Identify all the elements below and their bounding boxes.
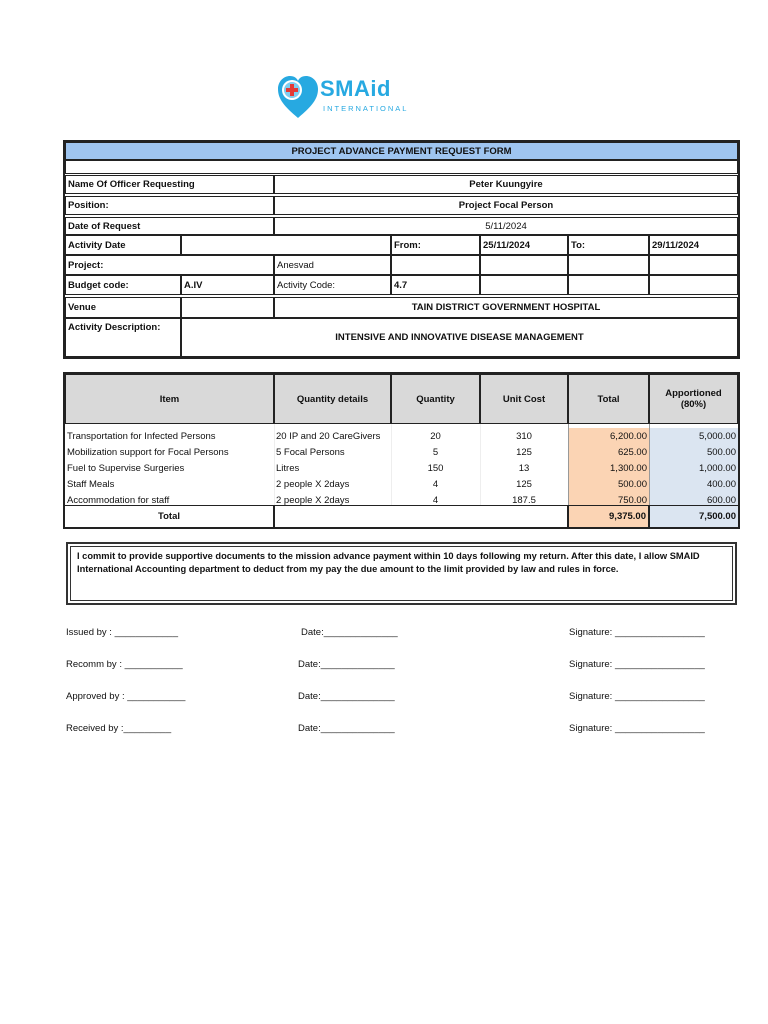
budget-value[interactable]: A.IV [181, 275, 274, 295]
project-value[interactable]: Anesvad [274, 255, 391, 275]
row-apportioned: 1,000.00 [649, 460, 738, 476]
issued-date-field[interactable]: Date:______________ [301, 627, 398, 638]
row-qty: 20 [430, 430, 441, 442]
date-request-label: Date of Request [65, 217, 274, 235]
row-unit-cost: 125 [516, 446, 532, 458]
position-label: Position: [65, 196, 274, 215]
row-total: 1,300.00 [568, 460, 649, 476]
recomm-date-field[interactable]: Date:______________ [298, 659, 395, 670]
form-title: PROJECT ADVANCE PAYMENT REQUEST FORM [65, 142, 738, 160]
activity-date-value[interactable] [181, 235, 391, 255]
row-qty: 150 [427, 462, 444, 474]
received-signature-field[interactable]: Signature: _________________ [569, 723, 705, 734]
row-details: 5 Focal Persons [276, 446, 345, 458]
date-request-value[interactable]: 5/11/2024 [274, 217, 738, 235]
row-details: 20 IP and 20 CareGivers [276, 430, 381, 442]
blank-cell [391, 255, 480, 275]
blank-cell [568, 255, 649, 275]
row-unit-cost: 187.5 [512, 494, 536, 506]
column-separator [274, 424, 275, 505]
to-label: To: [568, 235, 649, 255]
budget-label: Budget code: [65, 275, 181, 295]
recomm-by-field[interactable]: Recomm by : ___________ [66, 659, 183, 670]
to-value[interactable]: 29/11/2024 [649, 235, 738, 255]
activity-code-value[interactable]: 4.7 [391, 275, 480, 295]
officer-value[interactable]: Peter Kuungyire [274, 175, 738, 194]
row-total: 750.00 [568, 492, 649, 508]
column-separator [649, 424, 650, 505]
blank-cell [480, 255, 568, 275]
from-label: From: [391, 235, 480, 255]
activity-desc-label: Activity Description: [65, 318, 181, 357]
header-unit-cost: Unit Cost [480, 374, 568, 424]
venue-label: Venue [65, 297, 181, 318]
activity-date-label: Activity Date [65, 235, 181, 255]
heart-globe-icon [276, 72, 320, 122]
row-total: 6,200.00 [568, 428, 649, 444]
row-unit-cost: 310 [516, 430, 532, 442]
total-blank [274, 505, 568, 527]
row-qty: 5 [432, 446, 439, 458]
blank-cell [568, 275, 649, 295]
venue-value[interactable]: TAIN DISTRICT GOVERNMENT HOSPITAL [274, 297, 738, 318]
header-apportioned: Apportioned (80%) [649, 374, 738, 424]
row-unit-cost: 13 [518, 462, 530, 474]
approved-by-field[interactable]: Approved by : ___________ [66, 691, 186, 702]
row-details: Litres [276, 462, 300, 474]
from-value[interactable]: 25/11/2024 [480, 235, 568, 255]
row-item: Staff Meals [67, 478, 115, 490]
activity-code-label: Activity Code: [274, 275, 391, 295]
officer-label: Name Of Officer Requesting [65, 175, 274, 194]
blank-cell [480, 275, 568, 295]
row-item: Accommodation for staff [67, 494, 170, 506]
header-quantity-details: Quantity details [274, 374, 391, 424]
row-item: Fuel to Supervise Surgeries [67, 462, 185, 474]
blank-cell [649, 275, 738, 295]
row-apportioned: 5,000.00 [649, 428, 738, 444]
row-apportioned: 600.00 [649, 492, 738, 508]
header-item: Item [65, 374, 274, 424]
issued-by-field[interactable]: Issued by : ____________ [66, 627, 178, 638]
recomm-signature-field[interactable]: Signature: _________________ [569, 659, 705, 670]
received-by-field[interactable]: Received by :_________ [66, 723, 172, 734]
spacer-row [65, 160, 738, 174]
column-separator [480, 424, 481, 505]
position-value[interactable]: Project Focal Person [274, 196, 738, 215]
row-item: Mobilization support for Focal Persons [67, 446, 229, 458]
logo-brand-text: SMAid [320, 76, 391, 101]
issued-signature-field[interactable]: Signature: _________________ [569, 627, 705, 638]
items-table [63, 372, 740, 529]
blank-cell [649, 255, 738, 275]
approved-date-field[interactable]: Date:______________ [298, 691, 395, 702]
row-total: 500.00 [568, 476, 649, 492]
request-form [63, 140, 740, 359]
apportioned-total: 7,500.00 [649, 505, 738, 527]
row-total: 625.00 [568, 444, 649, 460]
commitment-box [66, 542, 737, 605]
row-details: 2 people X 2days [276, 478, 350, 490]
header-total: Total [568, 374, 649, 424]
column-separator [568, 424, 569, 505]
logo-sub-text: INTERNATIONAL [323, 104, 409, 113]
row-qty: 4 [432, 494, 439, 506]
total-label: Total [65, 505, 274, 527]
row-apportioned: 400.00 [649, 476, 738, 492]
smaid-logo [276, 72, 416, 122]
row-apportioned: 500.00 [649, 444, 738, 460]
column-separator [391, 424, 392, 505]
row-details: 2 people X 2days [276, 494, 350, 506]
project-label: Project: [65, 255, 274, 275]
row-unit-cost: 125 [516, 478, 532, 490]
total-value: 9,375.00 [568, 505, 649, 527]
header-quantity: Quantity [391, 374, 480, 424]
commitment-text: I commit to provide supportive documents to the mission advance payment within 10 days following my return. After this date, I allow SMAID International Accounting department to deduct from my pay the due amount to the limit provided by law and rules in force. [70, 546, 733, 601]
row-item: Transportation for Infected Persons [67, 430, 216, 442]
received-date-field[interactable]: Date:______________ [298, 723, 395, 734]
row-qty: 4 [432, 478, 439, 490]
approved-signature-field[interactable]: Signature: _________________ [569, 691, 705, 702]
blank-cell [181, 297, 274, 318]
activity-desc-value[interactable]: INTENSIVE AND INNOVATIVE DISEASE MANAGEMENT [181, 318, 738, 357]
